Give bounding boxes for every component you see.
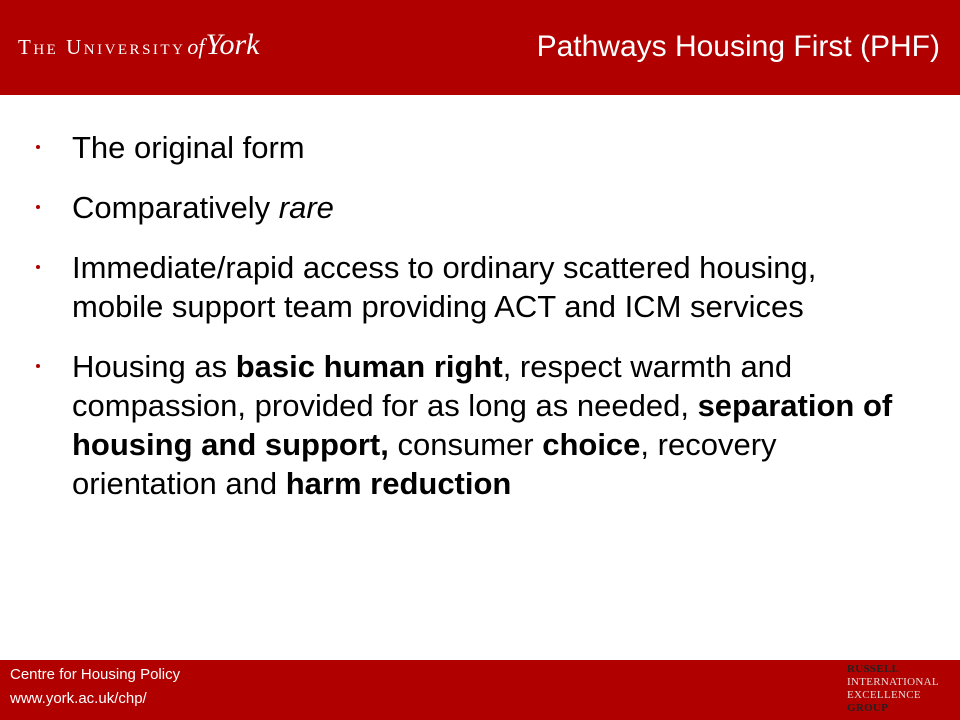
rieg-logo-line: RUSSELL xyxy=(847,663,900,675)
logo-of: of xyxy=(187,34,205,59)
bullet-text-run: Immediate/rapid access to ordinary scattered housing, mobile support team providing ACT and ICM services xyxy=(72,250,817,324)
bullet-text-run: separation of housing and support, xyxy=(72,388,893,462)
bullet-text-run: , recovery orientation and xyxy=(72,427,777,501)
bullet-text-run: Comparatively xyxy=(72,190,279,225)
rieg-logo-line: EXCELLENCE xyxy=(847,689,921,701)
rieg-logo-line: INTERNATIONAL xyxy=(847,676,939,688)
bullet-item xyxy=(30,347,910,503)
logo-prefix: The University xyxy=(18,35,186,59)
bullet-item xyxy=(30,188,910,227)
header-bar xyxy=(0,0,960,95)
bullet-text-run: harm reduction xyxy=(285,466,512,501)
bullet-text-run: rare xyxy=(278,190,334,225)
bullet-item xyxy=(30,248,910,326)
russell-international-excellence-group-logo xyxy=(847,662,952,716)
university-of-york-logo xyxy=(18,28,259,68)
bullet-text-run: The original form xyxy=(72,130,305,165)
bullet-text-run: , respect warmth and compassion, provided for as long as needed, xyxy=(72,349,793,423)
bullet-marker-icon xyxy=(36,145,40,149)
footer-bar xyxy=(0,660,960,720)
bullet-text-run: choice xyxy=(542,427,641,462)
bullet-text-run: consumer xyxy=(388,427,543,462)
bullet-text-run: Housing as xyxy=(72,349,236,384)
bullet-marker-icon xyxy=(36,364,40,368)
footer-org-name: Centre for Housing Policy xyxy=(10,666,181,683)
slide-title: Pathways Housing First (PHF) xyxy=(536,30,940,63)
bullet-list xyxy=(30,128,910,524)
rieg-logo-line: GROUP xyxy=(847,702,889,714)
bullet-text-run: basic human right xyxy=(235,349,503,384)
bullet-marker-icon xyxy=(36,205,40,209)
footer-url[interactable]: www.york.ac.uk/chp/ xyxy=(10,690,147,707)
logo-york: York xyxy=(205,28,260,61)
bullet-marker-icon xyxy=(36,265,40,269)
bullet-item xyxy=(30,128,910,167)
